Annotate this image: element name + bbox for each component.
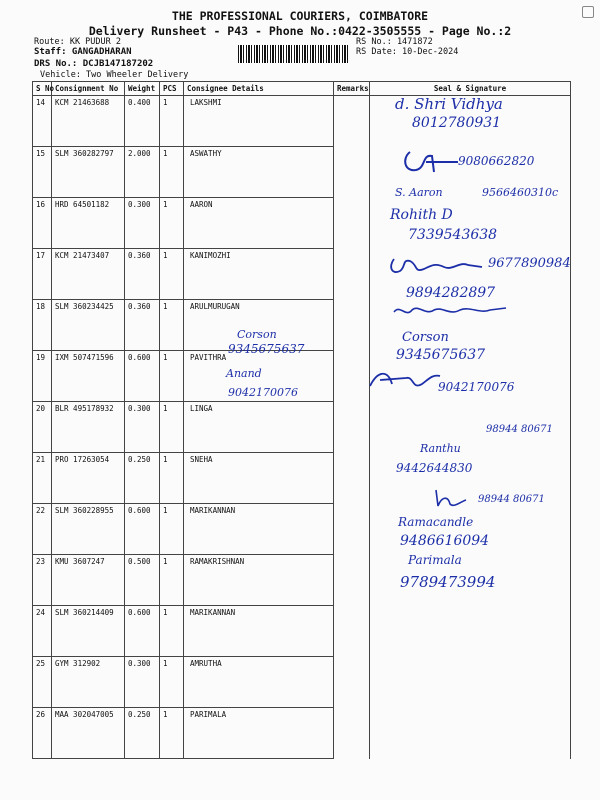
cell-remarks bbox=[334, 708, 370, 759]
header-consignment: Consignment No bbox=[52, 82, 125, 96]
signature-amrutha: Ramacandle bbox=[398, 515, 474, 529]
cell-remarks bbox=[334, 606, 370, 657]
staff-label: Staff: GANGADHARAN bbox=[34, 47, 132, 57]
cell-weight: 0.250 bbox=[125, 708, 160, 759]
signature-marikannan-scribble bbox=[430, 488, 470, 512]
cell-remarks bbox=[334, 351, 370, 402]
cell-sno: 14 bbox=[33, 96, 52, 147]
cell-consignee: RAMAKRISHNAN bbox=[184, 555, 334, 606]
phone-parimala: 9789473994 bbox=[400, 573, 496, 591]
cell-consignment-no: SLM 360228955 bbox=[52, 504, 125, 555]
cell-pcs: 1 bbox=[160, 249, 184, 300]
phone-lakshmi: 8012780931 bbox=[412, 115, 502, 131]
barcode bbox=[238, 45, 348, 63]
phone-kanimozhi: 7339543638 bbox=[408, 227, 498, 243]
cell-sno: 15 bbox=[33, 147, 52, 198]
cell-weight: 0.360 bbox=[125, 249, 160, 300]
cell-weight: 0.250 bbox=[125, 453, 160, 504]
runsheet-subtitle: Delivery Runsheet - P43 - Phone No.:0422-3505555 - Page No.:2 bbox=[88, 24, 512, 38]
cell-pcs: 1 bbox=[160, 351, 184, 402]
signature-kanimozhi: Rohith D bbox=[390, 207, 453, 223]
table-row bbox=[33, 657, 571, 708]
cell-pcs: 1 bbox=[160, 147, 184, 198]
cell-consignee: LINGA bbox=[184, 402, 334, 453]
cell-weight: 0.500 bbox=[125, 555, 160, 606]
signature-parimala: Parimala bbox=[408, 553, 462, 567]
signature-sneha-scribble bbox=[366, 366, 446, 394]
phone-aswathy: 9080662820 bbox=[458, 154, 535, 168]
signature-linga: Corson bbox=[402, 330, 449, 345]
cell-consignee: PAVITHRA bbox=[184, 351, 334, 402]
cell-weight: 2.000 bbox=[125, 147, 160, 198]
cell-consignment-no: SLM 360282797 bbox=[52, 147, 125, 198]
cell-consignment-no: PRO 17263054 bbox=[52, 453, 125, 504]
cell-consignee: PARIMALA bbox=[184, 708, 334, 759]
cell-pcs: 1 bbox=[160, 300, 184, 351]
cell-consignee: AMRUTHA bbox=[184, 657, 334, 708]
cell-sno: 25 bbox=[33, 657, 52, 708]
phone-linga-inline: 9345675637 bbox=[228, 342, 305, 356]
signature-pavithra-scribble bbox=[390, 300, 510, 320]
phone-amrutha: 9486616094 bbox=[400, 533, 490, 549]
cell-sno: 22 bbox=[33, 504, 52, 555]
cell-remarks bbox=[334, 657, 370, 708]
cell-signature bbox=[370, 708, 571, 759]
cell-pcs: 1 bbox=[160, 708, 184, 759]
phone-ramakrishnan: 9442644830 bbox=[396, 461, 473, 475]
cell-remarks bbox=[334, 147, 370, 198]
signature-aaron: S. Aaron bbox=[395, 186, 443, 199]
table-row bbox=[33, 504, 571, 555]
company-title: THE PROFESSIONAL COURIERS, COIMBATORE bbox=[171, 9, 429, 23]
header-remarks: Remarks bbox=[334, 82, 370, 96]
cell-consignee: ASWATHY bbox=[184, 147, 334, 198]
phone-marikannan-24: 98944 80671 bbox=[478, 494, 545, 505]
cell-pcs: 1 bbox=[160, 402, 184, 453]
cell-sno: 18 bbox=[33, 300, 52, 351]
cell-sno: 23 bbox=[33, 555, 52, 606]
cell-pcs: 1 bbox=[160, 453, 184, 504]
cell-remarks bbox=[334, 504, 370, 555]
header-weight: Weight bbox=[125, 82, 160, 96]
cell-remarks bbox=[334, 555, 370, 606]
cell-consignment-no: KMU 3607247 bbox=[52, 555, 125, 606]
cell-sno: 19 bbox=[33, 351, 52, 402]
phone-arulmurugan: 9677890984 bbox=[488, 256, 571, 271]
phone-pavithra: 9894282897 bbox=[406, 285, 496, 301]
cell-sno: 17 bbox=[33, 249, 52, 300]
cell-weight: 0.300 bbox=[125, 198, 160, 249]
signature-ramakrishnan: Ranthu bbox=[420, 442, 461, 455]
route-label: Route: KK PUDUR 2 bbox=[34, 37, 121, 47]
cell-weight: 0.360 bbox=[125, 300, 160, 351]
cell-consignee: KANIMOZHI bbox=[184, 249, 334, 300]
phone-linga: 9345675637 bbox=[396, 347, 486, 363]
cell-remarks bbox=[334, 402, 370, 453]
table-row bbox=[33, 708, 571, 759]
cell-sno: 24 bbox=[33, 606, 52, 657]
cell-consignment-no: SLM 360214409 bbox=[52, 606, 125, 657]
cell-sno: 20 bbox=[33, 402, 52, 453]
cell-remarks bbox=[334, 300, 370, 351]
table-header-row bbox=[33, 82, 571, 96]
phone-sneha-inline: 9042170076 bbox=[228, 386, 298, 399]
cell-weight: 0.600 bbox=[125, 606, 160, 657]
rs-date: RS Date: 10-Dec-2024 bbox=[356, 47, 459, 57]
cell-sno: 26 bbox=[33, 708, 52, 759]
cell-consignment-no: SLM 360234425 bbox=[52, 300, 125, 351]
runsheet-table bbox=[32, 81, 571, 759]
cell-remarks bbox=[334, 249, 370, 300]
cell-weight: 0.600 bbox=[125, 351, 160, 402]
vehicle-label: Vehicle: Two Wheeler Delivery bbox=[40, 70, 189, 80]
cell-consignment-no: BLR 495178932 bbox=[52, 402, 125, 453]
cell-consignment-no: KCM 21473407 bbox=[52, 249, 125, 300]
cell-consignee: MARIKANNAN bbox=[184, 606, 334, 657]
signature-arulmurugan-scribble bbox=[388, 253, 484, 279]
phone-sneha: 9042170076 bbox=[438, 380, 515, 394]
cell-pcs: 1 bbox=[160, 657, 184, 708]
header-consignee: Consignee Details bbox=[184, 82, 334, 96]
cell-signature bbox=[370, 606, 571, 657]
cell-consignee: ARULMURUGAN bbox=[184, 300, 334, 351]
drs-label: DRS No.: DCJB147187202 bbox=[34, 59, 154, 69]
cell-consignee: LAKSHMI bbox=[184, 96, 334, 147]
cell-remarks bbox=[334, 453, 370, 504]
phone-marikannan-22: 98944 80671 bbox=[486, 424, 553, 435]
cell-consignment-no: MAA 302047005 bbox=[52, 708, 125, 759]
cell-consignment-no: IXM 507471596 bbox=[52, 351, 125, 402]
signature-sneha-inline: Anand bbox=[226, 367, 262, 380]
cell-sno: 21 bbox=[33, 453, 52, 504]
table-row bbox=[33, 606, 571, 657]
cell-remarks bbox=[334, 198, 370, 249]
cell-weight: 0.400 bbox=[125, 96, 160, 147]
cell-pcs: 1 bbox=[160, 504, 184, 555]
cell-signature bbox=[370, 657, 571, 708]
rs-number: RS No.: 1471872 bbox=[356, 37, 433, 47]
signature-linga-inline: Corson bbox=[237, 328, 277, 341]
cell-weight: 0.600 bbox=[125, 504, 160, 555]
cell-consignee: AARON bbox=[184, 198, 334, 249]
cell-pcs: 1 bbox=[160, 606, 184, 657]
cell-pcs: 1 bbox=[160, 96, 184, 147]
header-pcs: PCS bbox=[160, 82, 184, 96]
signature-lakshmi: d. Shri Vidhya bbox=[395, 95, 503, 113]
cell-weight: 0.300 bbox=[125, 657, 160, 708]
header-signature: Seal & Signature bbox=[370, 82, 571, 96]
cell-remarks bbox=[334, 96, 370, 147]
cell-consignee: MARIKANNAN bbox=[184, 504, 334, 555]
signature-aswathy-scribble bbox=[402, 148, 462, 176]
cell-sno: 16 bbox=[33, 198, 52, 249]
cell-pcs: 1 bbox=[160, 555, 184, 606]
cell-consignment-no: GYM 312902 bbox=[52, 657, 125, 708]
cell-consignment-no: KCM 21463688 bbox=[52, 96, 125, 147]
cell-weight: 0.300 bbox=[125, 402, 160, 453]
cell-pcs: 1 bbox=[160, 198, 184, 249]
header-sno: S No bbox=[33, 82, 52, 96]
cell-consignment-no: HRD 64501182 bbox=[52, 198, 125, 249]
cell-consignee: SNEHA bbox=[184, 453, 334, 504]
phone-aaron: 9566460310c bbox=[482, 186, 559, 199]
